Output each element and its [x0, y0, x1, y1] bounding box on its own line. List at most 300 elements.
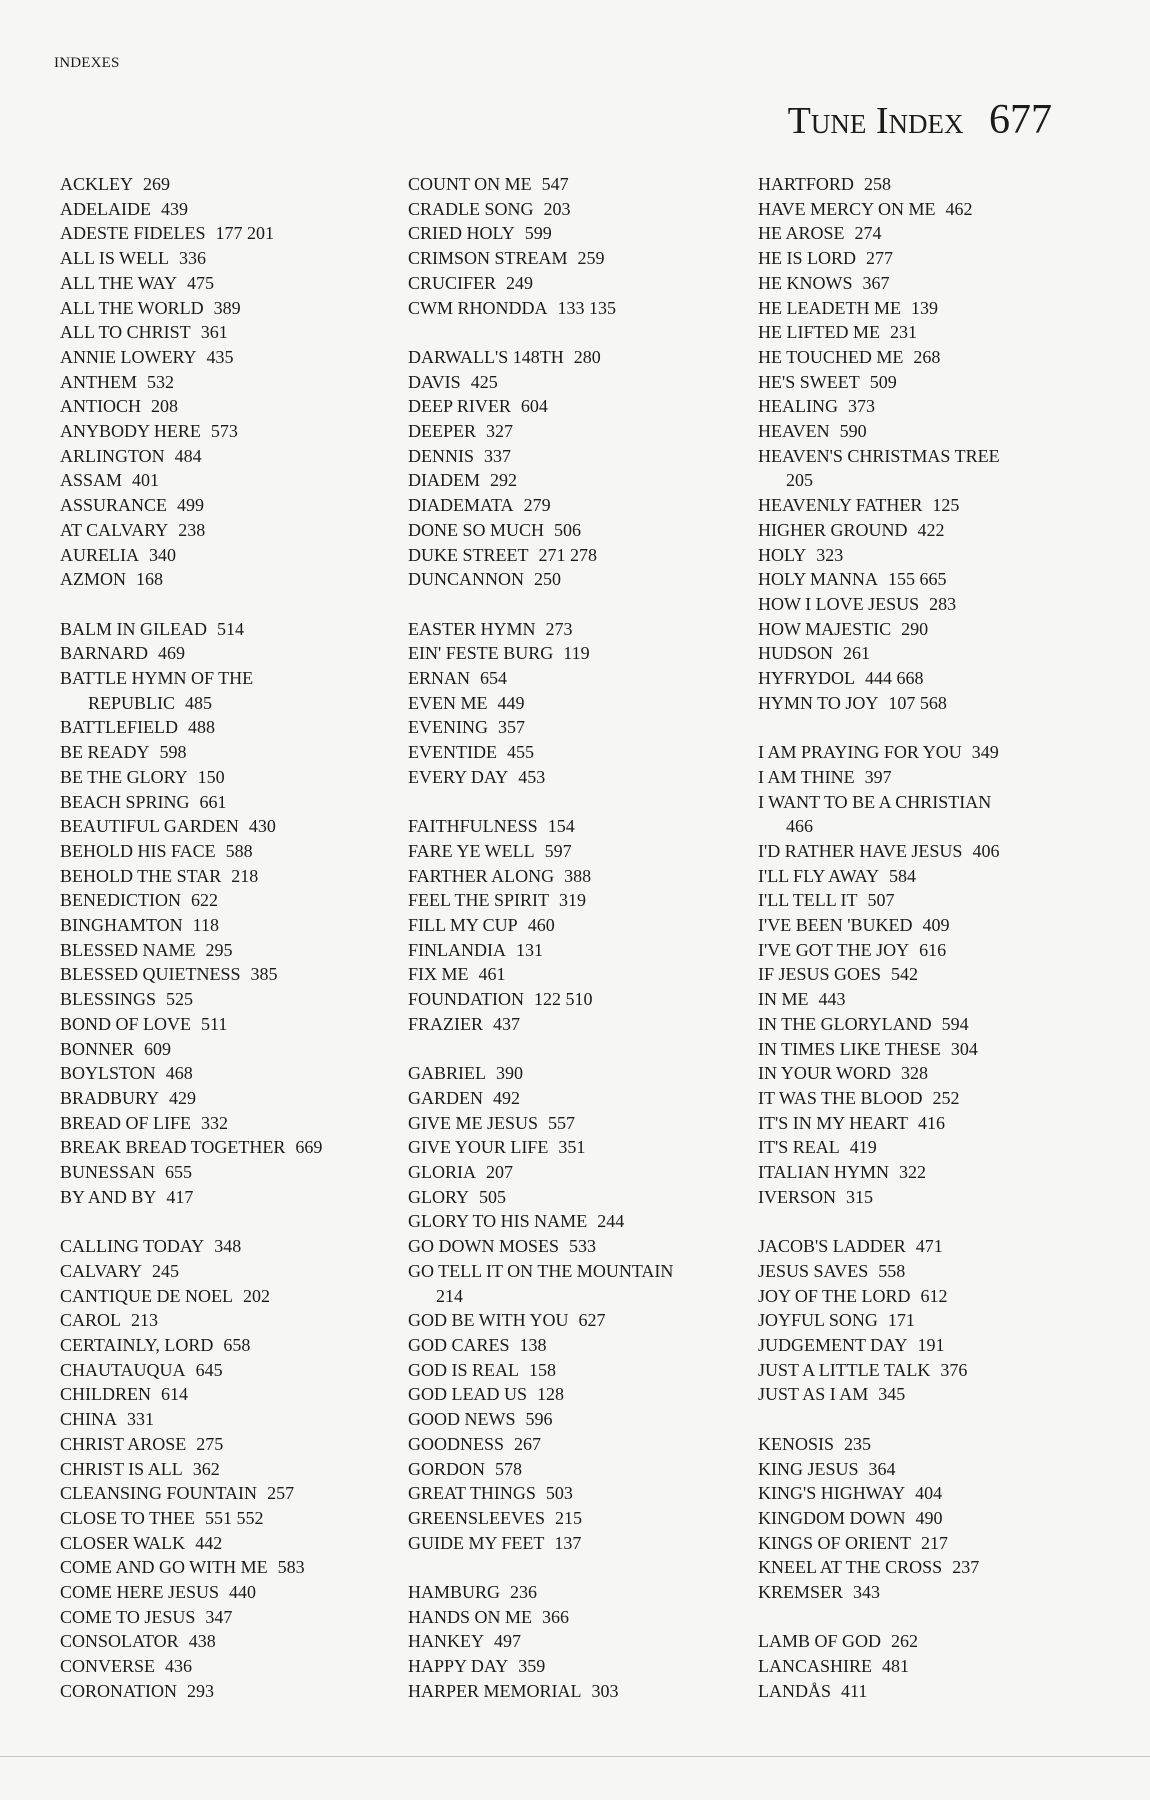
index-entry — [408, 1259, 738, 1308]
tune-name: EVENTIDE — [408, 742, 497, 763]
index-entry — [60, 271, 380, 296]
hymn-numbers: 262 — [891, 1631, 919, 1652]
index-entry — [758, 320, 1078, 345]
hymn-numbers: 525 — [166, 989, 194, 1010]
hymn-numbers: 661 — [199, 791, 227, 812]
index-entry — [758, 691, 1078, 716]
index-entry — [60, 1160, 380, 1185]
hymn-numbers: 597 — [544, 840, 572, 861]
index-column-1 — [60, 172, 380, 1704]
tune-name: BEHOLD HIS FACE — [60, 840, 216, 861]
tune-name: CALVARY — [60, 1260, 143, 1281]
tune-name: EVENING — [408, 717, 488, 738]
hymn-numbers: 119 — [563, 643, 590, 664]
tune-name: KING JESUS — [758, 1458, 859, 1479]
tune-name: GREENSLEEVES — [408, 1507, 545, 1528]
hymn-numbers: 583 — [277, 1557, 305, 1578]
index-entry — [408, 1308, 738, 1333]
hymn-numbers: 191 — [917, 1335, 945, 1356]
tune-name: CALLING TODAY — [60, 1236, 205, 1257]
hymn-numbers: 332 — [201, 1112, 229, 1133]
hymn-numbers: 429 — [169, 1088, 197, 1108]
tune-name: ANYBODY HERE — [60, 421, 201, 442]
section-gap — [758, 1407, 1078, 1432]
hymn-numbers: 235 — [844, 1433, 872, 1454]
tune-name: IN TIMES LIKE THESE — [758, 1038, 941, 1059]
tune-name: GOODNESS — [408, 1433, 505, 1454]
section-gap — [758, 1210, 1078, 1235]
index-entry — [758, 666, 1078, 691]
hymn-numbers: 437 — [493, 1013, 521, 1034]
hymn-numbers: 551 552 — [205, 1507, 264, 1528]
index-entry — [60, 1679, 380, 1704]
hymn-numbers: 327 — [486, 421, 514, 442]
hymn-numbers: 497 — [494, 1631, 521, 1652]
index-entry — [60, 1629, 380, 1654]
hymn-numbers: 268 — [913, 346, 941, 367]
index-entry — [60, 543, 380, 568]
index-entry — [758, 1333, 1078, 1358]
index-entry — [408, 1135, 738, 1160]
index-entry — [60, 1580, 380, 1605]
tune-name: HOLY MANNA — [758, 569, 879, 590]
index-entry — [408, 1580, 738, 1605]
index-entry — [60, 567, 380, 592]
index-entry — [408, 1605, 738, 1630]
index-entry — [60, 1605, 380, 1630]
index-entry — [408, 1061, 738, 1086]
hymn-numbers: 557 — [548, 1112, 576, 1133]
index-entry — [60, 864, 380, 889]
tune-name: GARDEN — [408, 1087, 483, 1108]
section-gap — [758, 715, 1078, 740]
hymn-numbers: 122 510 — [534, 989, 593, 1010]
section-gap — [408, 1555, 738, 1580]
tune-name: GREAT THINGS — [408, 1483, 536, 1504]
tune-name: JOYFUL SONG — [758, 1310, 878, 1331]
tune-name: CHRIST AROSE — [60, 1433, 187, 1454]
index-entry — [408, 543, 738, 568]
hymn-numbers: 492 — [493, 1087, 520, 1108]
index-entry — [60, 1284, 380, 1309]
tune-name: FRAZIER — [408, 1013, 484, 1034]
tune-name: GO TELL IT ON THE MOUNTAIN — [408, 1260, 674, 1281]
hymn-numbers: 261 — [843, 643, 871, 664]
index-entry — [758, 1061, 1078, 1086]
hymn-numbers: 488 — [187, 717, 215, 738]
tune-name: FAITHFULNESS — [408, 816, 538, 837]
index-entry — [408, 1012, 738, 1037]
index-entry — [758, 1555, 1078, 1580]
index-entry — [60, 444, 380, 469]
tune-name: BENEDICTION — [60, 890, 181, 911]
index-entry — [408, 246, 738, 271]
tune-name: COME HERE JESUS — [60, 1582, 220, 1603]
index-entry — [60, 468, 380, 493]
index-entry — [758, 246, 1078, 271]
hymn-numbers: 250 — [534, 569, 561, 590]
index-entry — [408, 271, 738, 296]
hymn-numbers: 328 — [901, 1063, 928, 1084]
hymn-numbers: 340 — [149, 544, 176, 565]
tune-name: BUNESSAN — [60, 1162, 156, 1183]
tune-name: EASTER HYMN — [408, 618, 536, 639]
index-entry — [758, 271, 1078, 296]
index-entry — [408, 1629, 738, 1654]
index-entry — [60, 617, 380, 642]
tune-name: CLEANSING FOUNTAIN — [60, 1483, 258, 1504]
tune-name: BEACH SPRING — [60, 791, 190, 812]
tune-name: AURELIA — [60, 544, 139, 565]
hymn-numbers: 416 — [918, 1112, 945, 1133]
index-entry — [60, 1037, 380, 1062]
tune-name: ALL IS WELL — [60, 248, 169, 269]
tune-name: IVERSON — [758, 1186, 837, 1207]
index-entry — [758, 370, 1078, 395]
tune-name: DENNIS — [408, 445, 474, 466]
hymn-numbers: 471 — [915, 1236, 943, 1257]
hymn-numbers: 612 — [920, 1285, 948, 1306]
index-entry — [60, 1654, 380, 1679]
index-entry — [758, 1308, 1078, 1333]
tune-name: BARNARD — [60, 643, 149, 664]
tune-name: HUDSON — [758, 643, 834, 664]
index-entry — [60, 1012, 380, 1037]
index-entry — [60, 1111, 380, 1136]
index-entry — [60, 1185, 380, 1210]
tune-name: BEHOLD THE STAR — [60, 865, 222, 886]
hymn-numbers: 506 — [554, 519, 582, 540]
tune-name: CONSOLATOR — [60, 1631, 179, 1652]
tune-name: AT CALVARY — [60, 519, 169, 540]
hymn-numbers: 503 — [545, 1483, 573, 1504]
tune-name: GOD BE WITH YOU — [408, 1310, 569, 1331]
tune-name: I'LL TELL IT — [758, 890, 858, 911]
index-entry — [60, 246, 380, 271]
hymn-numbers: 236 — [510, 1582, 538, 1602]
hymn-numbers: 345 — [878, 1384, 906, 1405]
tune-name-continuation: 466 — [786, 816, 813, 837]
index-entry — [408, 296, 738, 321]
index-entry — [60, 641, 380, 666]
title-word-tune: Tune — [787, 100, 867, 142]
index-entry — [60, 1457, 380, 1482]
index-entry — [408, 938, 738, 963]
tune-name: HOW I LOVE JESUS — [758, 593, 920, 614]
tune-name: IN THE GLORYLAND — [758, 1013, 932, 1034]
hymn-numbers: 237 — [952, 1557, 980, 1578]
hymn-numbers: 490 — [915, 1507, 943, 1528]
hymn-numbers: 347 — [205, 1606, 233, 1627]
hymn-numbers: 322 — [899, 1162, 927, 1183]
tune-name: JOY OF THE LORD — [758, 1285, 911, 1306]
tune-name: CHINA — [60, 1409, 117, 1430]
tune-name: HOLY — [758, 544, 807, 565]
index-entry — [408, 172, 738, 197]
index-entry — [60, 962, 380, 987]
index-entry — [758, 864, 1078, 889]
bottom-rule — [0, 1756, 1150, 1757]
hymn-numbers: 622 — [190, 890, 218, 911]
index-entry — [60, 1135, 380, 1160]
tune-name: CRIMSON STREAM — [408, 248, 568, 269]
tune-name: BLESSINGS — [60, 989, 157, 1010]
index-entry — [60, 1333, 380, 1358]
hymn-numbers: 128 — [537, 1384, 564, 1405]
tune-name: GORDON — [408, 1458, 486, 1479]
hymn-numbers: 442 — [195, 1532, 223, 1553]
tune-name: COUNT ON ME — [408, 174, 532, 194]
index-entry — [408, 617, 738, 642]
hymn-numbers: 514 — [216, 618, 244, 639]
hymn-numbers: 319 — [559, 890, 587, 911]
hymn-numbers: 481 — [882, 1656, 910, 1677]
tune-name: BINGHAMTON — [60, 915, 183, 936]
index-entry — [60, 320, 380, 345]
hymn-numbers: 245 — [152, 1260, 180, 1281]
tune-name: GUIDE MY FEET — [408, 1532, 545, 1553]
index-entry — [60, 1407, 380, 1432]
hymn-numbers: 614 — [161, 1384, 188, 1405]
hymn-numbers: 231 — [889, 322, 917, 343]
index-entry — [758, 1086, 1078, 1111]
index-entry — [60, 296, 380, 321]
tune-name-continuation: 205 — [786, 470, 813, 491]
tune-name: BREAD OF LIFE — [60, 1112, 192, 1133]
index-entry — [408, 394, 738, 419]
tune-name: HANDS ON ME — [408, 1606, 533, 1627]
hymn-numbers: 155 665 — [888, 569, 947, 590]
index-entry — [758, 839, 1078, 864]
hymn-numbers: 252 — [932, 1088, 960, 1108]
tune-name: CANTIQUE DE NOEL — [60, 1285, 233, 1306]
tune-name: IT WAS THE BLOOD — [758, 1088, 923, 1108]
index-entry — [60, 1382, 380, 1407]
hymn-numbers: 397 — [864, 766, 892, 787]
tune-name: HE KNOWS — [758, 272, 853, 293]
hymn-numbers: 658 — [223, 1335, 251, 1356]
index-entry — [408, 1382, 738, 1407]
tune-name: KENOSIS — [758, 1433, 835, 1454]
tune-name: IT'S IN MY HEART — [758, 1112, 908, 1133]
hymn-numbers: 218 — [231, 865, 259, 886]
index-entry — [60, 221, 380, 246]
index-entry — [408, 1209, 738, 1234]
hymn-numbers: 295 — [205, 939, 233, 960]
section-gap — [60, 592, 380, 617]
hymn-numbers: 604 — [520, 396, 548, 417]
hymn-numbers: 425 — [470, 371, 498, 392]
index-entry — [758, 1457, 1078, 1482]
index-entry — [758, 641, 1078, 666]
tune-name: FOUNDATION — [408, 989, 524, 1010]
index-entry — [758, 1654, 1078, 1679]
tune-name: DUNCANNON — [408, 569, 524, 590]
index-entry — [60, 765, 380, 790]
tune-name: LAMB OF GOD — [758, 1631, 882, 1652]
index-entry — [758, 1358, 1078, 1383]
index-entry — [758, 913, 1078, 938]
tune-name: HIGHER GROUND — [758, 519, 908, 540]
tune-name: JUST AS I AM — [758, 1384, 869, 1405]
hymn-numbers: 509 — [869, 371, 897, 392]
index-entry — [758, 1234, 1078, 1259]
index-entry — [60, 1061, 380, 1086]
hymn-numbers: 390 — [496, 1063, 523, 1084]
tune-name: BOND OF LOVE — [60, 1013, 192, 1034]
tune-name: CRUCIFER — [408, 272, 497, 293]
index-entry — [60, 419, 380, 444]
index-entry — [758, 1185, 1078, 1210]
hymn-numbers: 361 — [200, 322, 228, 343]
hymn-numbers: 616 — [919, 939, 947, 960]
index-entry — [60, 987, 380, 1012]
tune-name: DIADEMATA — [408, 495, 514, 516]
tune-name: HE TOUCHED ME — [758, 346, 904, 367]
tune-name: CORONATION — [60, 1680, 177, 1701]
section-gap — [60, 1210, 380, 1235]
hymn-numbers: 217 — [921, 1532, 948, 1553]
tune-name: BOYLSTON — [60, 1063, 156, 1084]
hymn-numbers: 505 — [479, 1186, 507, 1207]
index-entry — [60, 715, 380, 740]
index-entry — [758, 543, 1078, 568]
index-entry — [758, 518, 1078, 543]
hymn-numbers: 389 — [213, 297, 241, 318]
tune-name: ALL TO CHRIST — [60, 322, 191, 343]
index-entry — [408, 468, 738, 493]
index-entry — [408, 987, 738, 1012]
index-entry — [408, 444, 738, 469]
index-entry — [758, 1259, 1078, 1284]
index-entry — [408, 1679, 738, 1704]
index-entry — [408, 419, 738, 444]
index-entry — [758, 345, 1078, 370]
tune-name: HOW MAJESTIC — [758, 618, 892, 639]
hymn-numbers: 150 — [197, 766, 225, 787]
hymn-numbers: 213 — [131, 1310, 159, 1331]
index-entry — [408, 345, 738, 370]
index-entry — [758, 296, 1078, 321]
hymn-numbers: 439 — [160, 198, 188, 219]
index-entry — [408, 740, 738, 765]
index-entry — [60, 790, 380, 815]
index-entry — [408, 814, 738, 839]
tune-name: HANKEY — [408, 1631, 484, 1652]
tune-name: HE IS LORD — [758, 248, 856, 269]
index-entry — [408, 641, 738, 666]
tune-name: BEAUTIFUL GARDEN — [60, 816, 239, 837]
tune-name: HEAVEN'S CHRISTMAS TREE — [758, 445, 1000, 466]
hymn-numbers: 336 — [178, 248, 206, 269]
hymn-numbers: 376 — [940, 1359, 968, 1380]
hymn-numbers: 444 668 — [865, 668, 924, 689]
hymn-numbers: 475 — [187, 272, 214, 293]
tune-name: BATTLEFIELD — [60, 717, 178, 738]
tune-name: JESUS SAVES — [758, 1260, 869, 1281]
hymn-numbers: 388 — [564, 865, 592, 886]
tune-name: CAROL — [60, 1310, 122, 1331]
hymn-numbers: 348 — [214, 1236, 242, 1257]
hymn-numbers: 208 — [151, 396, 178, 417]
hymn-numbers: 343 — [853, 1582, 881, 1603]
tune-name: GOD LEAD US — [408, 1384, 527, 1405]
hymn-numbers: 258 — [863, 174, 891, 194]
hymn-numbers: 359 — [518, 1656, 546, 1677]
index-entry — [60, 938, 380, 963]
index-entry — [408, 1481, 738, 1506]
index-entry — [758, 1679, 1078, 1704]
index-entry — [758, 221, 1078, 246]
tune-name: I'D RATHER HAVE JESUS — [758, 840, 963, 861]
hymn-numbers: 511 — [201, 1013, 228, 1034]
hymn-numbers: 131 — [516, 939, 543, 960]
hymn-numbers: 367 — [862, 272, 890, 293]
hymn-numbers: 271 278 — [538, 544, 597, 565]
hymn-numbers: 238 — [178, 519, 206, 540]
index-entry — [408, 715, 738, 740]
tune-name: ANTIOCH — [60, 396, 141, 417]
index-entry — [758, 1629, 1078, 1654]
index-entry — [758, 1531, 1078, 1556]
tune-name: DIADEM — [408, 470, 480, 491]
index-entry — [60, 370, 380, 395]
tune-name: FILL MY CUP — [408, 915, 518, 936]
tune-name: GOD CARES — [408, 1334, 510, 1355]
tune-name: BRADBURY — [60, 1088, 160, 1108]
hymn-numbers: 366 — [542, 1606, 570, 1627]
tune-name: JACOB'S LADDER — [758, 1236, 906, 1257]
tune-name: JUDGEMENT DAY — [758, 1335, 908, 1356]
index-entry — [60, 1234, 380, 1259]
index-entry — [408, 1358, 738, 1383]
index-entry — [408, 567, 738, 592]
index-entry — [60, 493, 380, 518]
hymn-numbers: 417 — [166, 1186, 194, 1207]
hymn-numbers: 401 — [132, 470, 160, 491]
tune-name: I'VE BEEN 'BUKED — [758, 915, 913, 936]
hymn-numbers: 598 — [159, 742, 187, 763]
tune-name: GLORY — [408, 1186, 470, 1207]
hymn-numbers: 654 — [480, 668, 507, 689]
tune-name: I WANT TO BE A CHRISTIAN — [758, 791, 992, 812]
tune-name: BE READY — [60, 742, 150, 763]
tune-name: HARPER MEMORIAL — [408, 1680, 582, 1701]
index-entry — [60, 814, 380, 839]
hymn-numbers: 293 — [187, 1680, 214, 1701]
hymn-numbers: 304 — [950, 1038, 978, 1059]
tune-name: I'LL FLY AWAY — [758, 865, 879, 886]
hymn-numbers: 202 — [242, 1285, 270, 1306]
hymn-numbers: 351 — [558, 1137, 586, 1158]
index-entry — [408, 493, 738, 518]
tune-name: HE AROSE — [758, 223, 845, 244]
tune-name: ADELAIDE — [60, 198, 151, 219]
hymn-numbers: 455 — [506, 742, 534, 763]
hymn-numbers: 436 — [165, 1656, 193, 1677]
tune-name: CWM RHONDDA — [408, 297, 548, 318]
index-entry — [758, 172, 1078, 197]
index-entry — [408, 1160, 738, 1185]
tune-name: FIX ME — [408, 964, 469, 985]
page-number: 677 — [989, 97, 1052, 143]
tune-name: CRIED HOLY — [408, 223, 515, 244]
index-entry — [408, 666, 738, 691]
index-entry — [60, 1308, 380, 1333]
index-entry — [60, 1259, 380, 1284]
index-entry — [60, 740, 380, 765]
index-entry — [408, 691, 738, 716]
